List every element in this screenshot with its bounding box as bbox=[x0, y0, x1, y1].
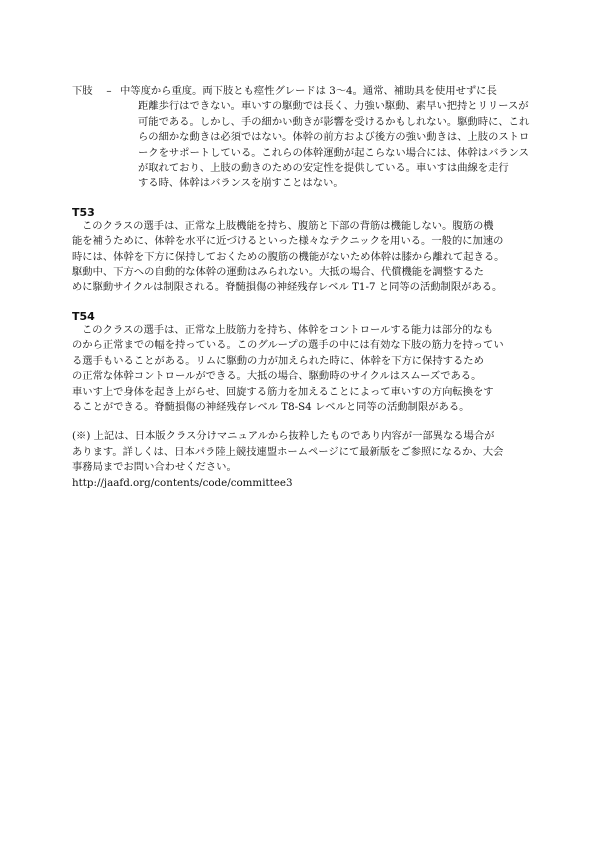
text-line: 車いす上で身体を起き上がらせ、回旋する筋力を加えることによって車いすの方向転換をす bbox=[72, 385, 494, 398]
text-line: このクラスの選手は、正常な上肢機能を持ち、腹筋と下部の背筋は機能しない。腹筋の機 bbox=[82, 219, 494, 232]
text-line: 可能である。しかし、手の細かい動きが影響を受けるかもしれない。駆動時に、これ bbox=[138, 115, 530, 128]
text-line: ークをサポートしている。これらの体幹運動が起こらない場合には、体幹はバランス bbox=[138, 146, 529, 159]
text-line: のから正常までの幅を持っている。このグループの選手の中には有効な下肢の筋力を持ってい bbox=[72, 339, 504, 352]
text-line: の正常な体幹コントロールができる。大抵の場合、駆動時のサイクルはスムーズである。 bbox=[72, 370, 482, 383]
document-body bbox=[72, 84, 538, 491]
text-line: る選手もいることがある。リムに駆動の力が加えられた時に、体幹を下方に保持するため bbox=[72, 354, 484, 367]
text-line: あります。詳しくは、日本パラ陸上競技連盟ホームページにて最新版をご参照になるか、大会 bbox=[72, 445, 504, 458]
text-line: 事務局までお問い合わせください。 bbox=[72, 461, 237, 474]
text-line: 距離歩行はできない。車いすの駆動では長く、力強い駆動、素早い把持とリリースが bbox=[138, 100, 529, 113]
text-line: このクラスの選手は、正常な上肢筋力を持ち、体幹をコントロールする能力は部分的なも bbox=[82, 323, 494, 336]
text-line: が取れており、上肢の動きのための安定性を提供している。車いすは曲線を走行 bbox=[138, 162, 509, 175]
class-description-t54 bbox=[72, 323, 538, 415]
text-line: 中等度から重度。両下肢とも痙性グレードは 3～4。通常、補助具を使用せずに長 bbox=[120, 85, 497, 97]
class-heading-t53: T53 bbox=[72, 205, 95, 219]
text-line: する時、体幹はバランスを崩すことはない。 bbox=[138, 177, 344, 190]
text-line: 時には、体幹を下方に保持しておくための腹筋の機能がないため体幹は膝から離れて起きる。 bbox=[72, 250, 505, 263]
committee-url-link[interactable]: http://jaafd.org/contents/code/committee3 bbox=[72, 476, 293, 489]
lower-limb-section bbox=[72, 84, 538, 192]
lower-limb-description bbox=[120, 84, 538, 192]
text-line: 能を補うために、体幹を水平に近づけるといった様々なテクニックを用いる。一般的に加速の bbox=[72, 235, 504, 248]
text-line: らの細かな動きは必須ではない。体幹の前方および後方の強い動きは、上肢のストロ bbox=[138, 131, 530, 144]
class-heading-t54: T54 bbox=[72, 309, 95, 323]
disclaimer-note bbox=[72, 429, 538, 491]
lower-limb-label: 下肢 bbox=[72, 85, 93, 97]
class-description-t53 bbox=[72, 219, 538, 296]
lower-limb-dash: – bbox=[106, 85, 112, 97]
text-line: 駆動中、下方への自動的な体幹の運動はみられない。大抵の場合、代償機能を調整するた bbox=[72, 266, 484, 279]
text-line: ることができる。脊髄損傷の神経残存レベル T8-S4 レベルと同等の活動制限がある。 bbox=[72, 400, 470, 413]
text-line: (※) 上記は、日本版クラス分けマニュアルから抜粋したものであり内容が一部異なる場合が bbox=[72, 430, 495, 443]
text-line: めに駆動サイクルは制限される。脊髄損傷の神経残存レベル T1-7 と同等の活動制限がある。 bbox=[72, 281, 503, 294]
